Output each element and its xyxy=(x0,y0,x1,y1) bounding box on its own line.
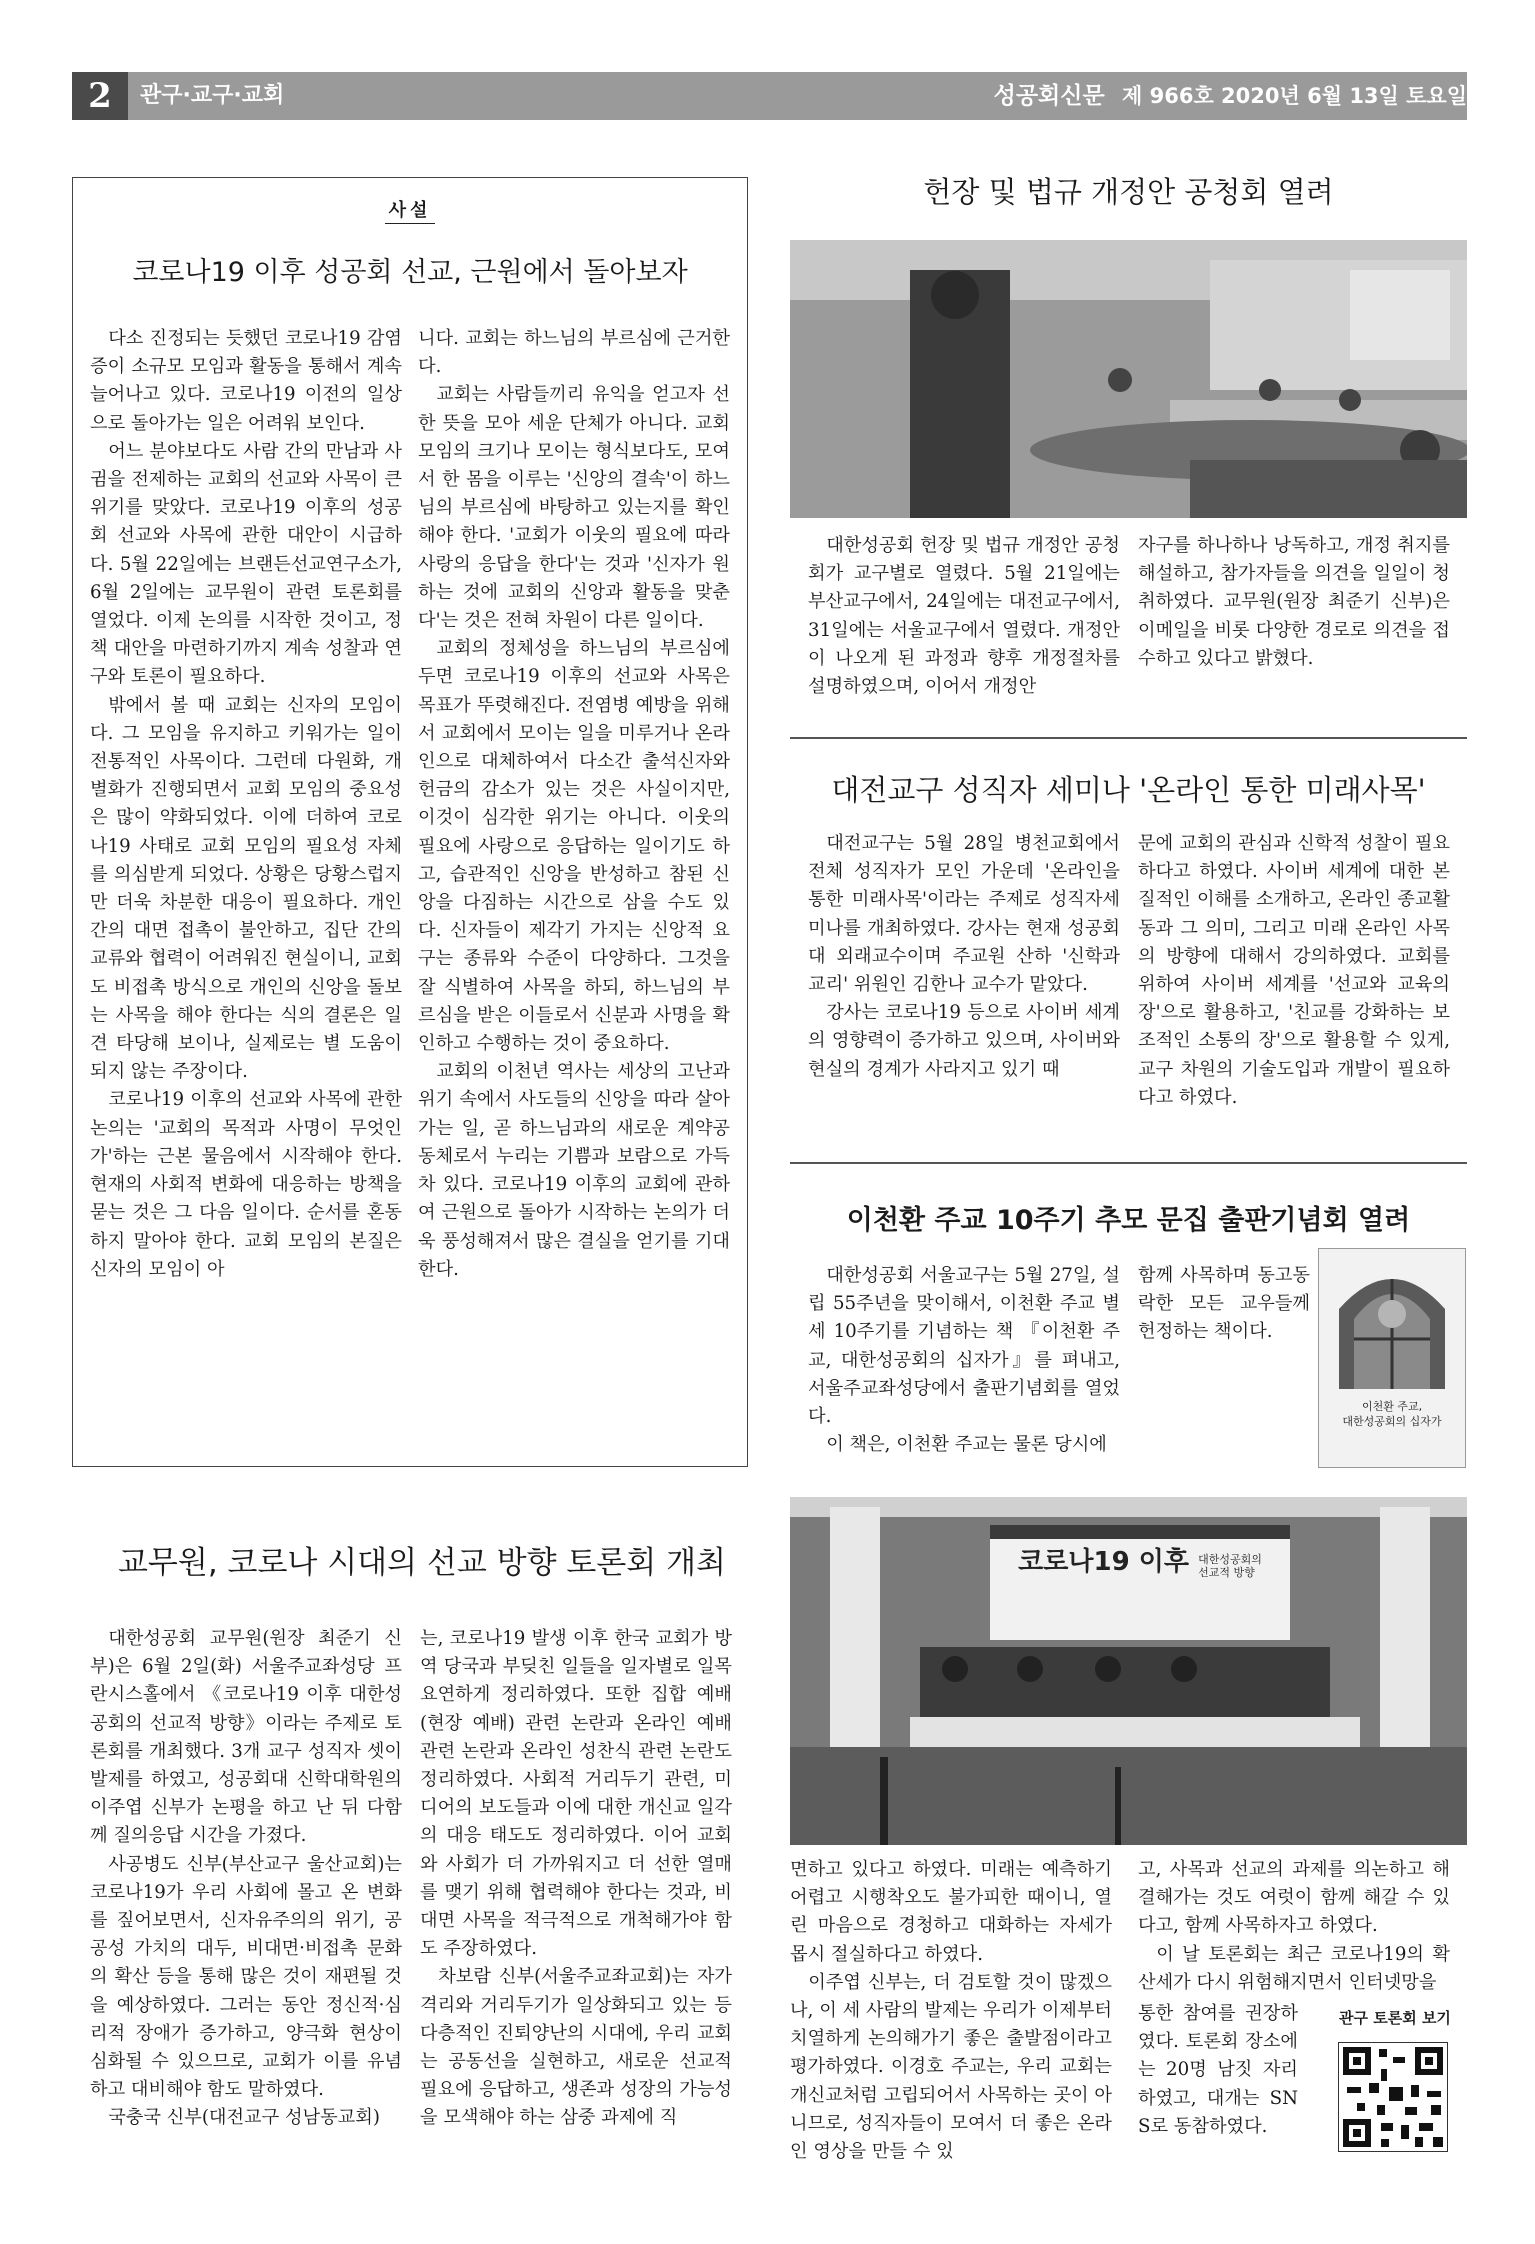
banner-text: 코로나19 이후 대한성공회의 선교적 방향 xyxy=(1018,1547,1262,1579)
article3-headline: 이천환 주교 10주기 추모 문집 출판기념회 열려 xyxy=(846,1205,1411,1236)
paragraph: 교회는 사람들끼리 유익을 얻고자 선한 뜻을 모아 세운 단체가 아니다. 교회 모임의 크기나 모이는 형식보다도, 모여서 한 몸을 이루는 '신앙의 결속'이 하느님의 부르심에 바탕하고 있는지를 확인해야 한다. '교회가 이웃의 필요에 따라 사랑의 응답을 한다'는 것과 '신자가 원하는 것에 교회의 신앙과 활동을 맞춘다'는 것은 전혀 차원이 다른 일이다. xyxy=(418,384,730,632)
paragraph: 니다. 교회는 하느님의 부르심에 근거한다. xyxy=(418,328,730,378)
issue-info xyxy=(994,72,1467,120)
issue-date: 제 966호 2020년 6월 13일 토요일 xyxy=(1122,84,1467,108)
editorial-label: 사설 xyxy=(72,196,748,222)
paragraph: 대한성공회 헌장 및 법규 개정안 공청회가 교구별로 열렸다. 5월 21일에는 부산교구에서, 24일에는 대전교구에서, 31일에는 서울교구에서 열렸다. 개정안이 나오게 된 과정과 향후 개정절차를 설명하였으며, 이어서 개정안 xyxy=(808,535,1120,698)
article4-column-3 xyxy=(790,1856,1112,2166)
editorial-title: 코로나19 이후 성공회 선교, 근원에서 돌아보자 xyxy=(132,257,688,288)
article1-column-2 xyxy=(1138,532,1450,673)
paragraph: 이 책은, 이천환 주교는 물론 당시에 xyxy=(826,1434,1107,1456)
paragraph: 함께 사목하며 동고동락한 모든 교우들께 헌정하는 책이다. xyxy=(1138,1265,1310,1343)
article2-column-2 xyxy=(1138,830,1450,1112)
paragraph: 문에 교회의 관심과 신학적 성찰이 필요하다고 하였다. 사이버 세계에 대한 본질적인 이해를 소개하고, 온라인 종교활동과 그 의미, 그리고 미래 온라인 사목의 방향에 대해서 강의하였다. 교회를 위하여 사이버 세계를 '선교와 교육의 장'으로 활용하고, '친교를 강화하는 보조적인 소통의 장'으로 활용할 수 있게, 교구 차원의 기술도입과 개발이 필요하다고 하였다. xyxy=(1138,833,1450,1108)
meeting-photo xyxy=(790,240,1467,518)
divider xyxy=(790,1162,1467,1164)
page-number: 2 xyxy=(72,72,128,120)
paragraph: 대한성공회 교무원(원장 최준기 신부)은 6월 2일(화) 서울주교좌성당 프란시스홀에서 《코로나19 이후 대한성공회의 선교적 방향》이라는 주제로 토론회를 개최했다. 3개 교구 성직자 셋이 발제를 하였고, 성공회대 신학대학원의 이주엽 신부가 논평을 하고 난 뒤 다함께 질의응답 시간을 가졌다. xyxy=(90,1628,402,1847)
paragraph: 면하고 있다고 하였다. 미래는 예측하기 어렵고 시행착오도 불가피한 때이니, 열린 마음으로 경청하고 대화하는 자세가 몹시 절실하다고 하였다. xyxy=(790,1859,1112,1965)
paragraph: 강사는 코로나19 등으로 사이버 세계의 영향력이 증가하고 있으며, 사이버와 현실의 경계가 사라지고 있기 때 xyxy=(808,1002,1120,1080)
paragraph: 는, 코로나19 발생 이후 한국 교회가 방역 당국과 부딪친 일들을 일자별로 일목요연하게 정리하였다. 또한 집합 예배(현장 예배) 관련 논란과 온라인 예배 관련 논란과 온라인 성찬식 관련 논란도 정리하였다. 사회적 거리두기 관련, 미디어의 보도들과 이에 대한 개신교 일각의 대응 태도도 정리하였다. 이어 교회와 사회가 더 가까워지고 더 선한 열매를 맺기 위해 협력해야 한다는 것과, 비대면 사목을 적극적으로 개척해가야 함도 주장하였다. xyxy=(420,1628,732,1960)
article4-column-4 xyxy=(1138,1856,1450,1997)
paragraph: 대전교구는 5월 28일 병천교회에서 전체 성직자가 모인 가운데 '온라인을 통한 미래사목'이라는 주제로 성직자세미나를 개최하였다. 강사는 현재 성공회대 외래교수이며 주교원 산하 '신학과 교리' 위원인 김한나 교수가 맡았다. xyxy=(808,833,1120,996)
article4-column-2 xyxy=(420,1625,732,2133)
section-label: 관구·교구·교회 xyxy=(140,83,285,108)
article2-headline: 대전교구 성직자 세미나 '온라인 통한 미래사목' xyxy=(831,773,1426,807)
paragraph: 이주엽 신부는, 더 검토할 것이 많겠으나, 이 세 사람의 발제는 우리가 이제부터 치열하게 논의해가기 좋은 출발점이라고 평가하였다. 이경호 주교는, 우리 교회는 개신교처럼 고립되어서 사목하는 곳이 아니므로, 성직자들이 모여서 더 좋은 온라인 영상을 만들 수 있 xyxy=(790,1971,1112,2163)
article3-column-1 xyxy=(808,1262,1120,1459)
paragraph: 차보람 신부(서울주교좌교회)는 자가격리와 거리두기가 일상화되고 있는 등 다층적인 진퇴양난의 시대에, 우리 교회는 공동선을 실현하고, 새로운 선교적 필요에 응답하고, 생존과 성장의 가능성을 모색해야 하는 삼중 과제에 직 xyxy=(420,1966,732,2129)
forum-photo xyxy=(790,1497,1467,1845)
article2-column-1 xyxy=(808,830,1120,1084)
paper-name: 성공회신문 xyxy=(993,83,1105,109)
article4-column-4-continued xyxy=(1138,2000,1298,2141)
article3-column-2 xyxy=(1138,1262,1310,1347)
book-cover xyxy=(1318,1248,1466,1468)
paragraph: 교회의 이천년 역사는 세상의 고난과 위기 속에서 사도들의 신앙을 따라 살아가는 일, 곧 하느님과의 새로운 계약공동체로서 누리는 기쁨과 보람으로 가득차 있다. 코로나19 이후의 교회에 관하여 근원으로 돌아가 시작하는 논의가 더욱 풍성해져서 많은 결실을 얻기를 기대한다. xyxy=(418,1061,730,1280)
qr-code[interactable] xyxy=(1338,2042,1448,2152)
paragraph: 사공병도 신부(부산교구 울산교회)는 코로나19가 우리 사회에 몰고 온 변화를 짚어보면서, 신자유주의의 위기, 공공성 가치의 대두, 비대면·비접촉 문화의 확산 등을 통해 많은 것이 재편될 것을 예상하였다. 그러는 동안 정신적·심리적 장애가 증가하고, 양극화 현상이 심화될 수 있으므로, 교회가 이를 유념하고 대비해야 함도 말하였다. xyxy=(90,1853,402,2101)
paragraph: 어느 분야보다도 사람 간의 만남과 사귐을 전제하는 교회의 선교와 사목이 큰 위기를 맞았다. 코로나19 이후의 성공회 선교와 사목에 관한 대안이 시급하다. 5월 22일에는 브랜든선교연구소가, 6월 2일에는 교무원이 관련 토론회를 열었다. 이제 논의를 시작한 것이고, 정책 대안을 마련하기까지 계속 성찰과 연구와 토론이 필요하다. xyxy=(90,440,402,688)
qr-label: 관구 토론회 보기 xyxy=(1339,2009,1451,2027)
paragraph: 대한성공회 서울교구는 5월 27일, 설립 55주년을 맞이해서, 이천환 주교 별세 10주기를 기념하는 책 『이천환 주교, 대한성공회의 십자가』를 펴내고, 서울주교좌성당에서 출판기념회를 열었다. xyxy=(808,1265,1120,1428)
paragraph: 통한 참여를 권장하였다. 토론회 장소에는 20명 남짓 자리하였고, 대개는 SNS로 동참하였다. xyxy=(1138,2003,1298,2137)
editorial-column-1 xyxy=(90,325,402,1284)
article1-column-1 xyxy=(808,532,1120,701)
article4-column-1 xyxy=(90,1625,402,2133)
paragraph: 자구를 하나하나 낭독하고, 개정 취지를 해설하고, 참가자들을 의견을 일일이 청취하였다. 교무원(원장 최준기 신부)은 이메일을 비롯 다양한 경로로 의견을 접수하고 있다고 밝혔다. xyxy=(1138,535,1450,669)
paragraph: 다소 진정되는 듯했던 코로나19 감염증이 소규모 모임과 활동을 통해서 계속 늘어나고 있다. 코로나19 이전의 일상으로 돌아가는 일은 어려워 보인다. xyxy=(90,328,402,434)
paragraph: 이 날 토론회는 최근 코로나19의 확산세가 다시 위험해지면서 인터넷망을 xyxy=(1138,1943,1450,1993)
paragraph: 코로나19 이후의 선교와 사목에 관한 논의는 '교회의 목적과 사명이 무엇인가'하는 근본 물음에서 시작해야 한다. 현재의 사회적 변화에 대응하는 방책을 묻는 것은 그 다음 일이다. 순서를 혼동하지 말아야 한다. 교회 모임의 본질은 신자의 모임이 아 xyxy=(90,1089,402,1280)
paragraph: 교회의 정체성을 하느님의 부르심에 두면 코로나19 이후의 선교와 사목은 목표가 뚜렷해진다. 전염병 예방을 위해서 교회에서 모이는 일을 미루거나 온라인으로 대체하여서 다소간 출석신자와 헌금의 감소가 있는 것은 사실이지만, 이것이 심각한 위기는 아니다. 이웃의 필요에 사랑으로 응답하는 일이기도 하고, 습관적인 신앙을 반성하고 참된 신앙을 다짐하는 시간으로 삼을 수도 있다. 신자들이 제각기 가지는 신앙적 요구는 종류와 수준이 다양하다. 그것을 잘 식별하여 사목을 하되, 하느님의 부르심을 받은 이들로서 신분과 사명을 확인하고 수행하는 것이 중요하다. xyxy=(418,638,730,1055)
divider xyxy=(790,737,1467,739)
paragraph: 국충국 신부(대전교구 성남동교회) xyxy=(108,2107,380,2129)
editorial-column-2 xyxy=(418,325,730,1284)
paragraph: 고, 사목과 선교의 과제를 의논하고 해결해가는 것도 여럿이 함께 해갈 수 있다고, 함께 사목하자고 하였다. xyxy=(1138,1859,1450,1937)
article1-headline: 헌장 및 법규 개정안 공청회 열려 xyxy=(923,175,1334,209)
article4-headline: 교무원, 코로나 시대의 선교 방향 토론회 개최 xyxy=(117,1545,726,1581)
book-title: 이천환 주교, 대한성공회의 십자가 xyxy=(1342,1400,1442,1428)
paragraph: 밖에서 볼 때 교회는 신자의 모임이다. 그 모임을 유지하고 키워가는 일이 전통적인 사목이다. 그런데 다원화, 개별화가 진행되면서 교회 모임의 중요성은 많이 약화되었다. 이에 더하여 코로나19 사태로 교회 모임의 필요성 자체를 의심받게 되었다. 상황은 당황스럽지만 더욱 차분한 대응이 필요하다. 개인 간의 대면 접촉이 불안하고, 집단 간의 교류와 협력이 어려워진 현실이니, 교회도 비접촉 방식으로 개인의 신앙을 돌보는 사목을 해야 한다는 식의 결론은 일견 타당해 보이나, 실제로는 별 도움이 되지 않는 주장이다. xyxy=(90,694,402,1083)
